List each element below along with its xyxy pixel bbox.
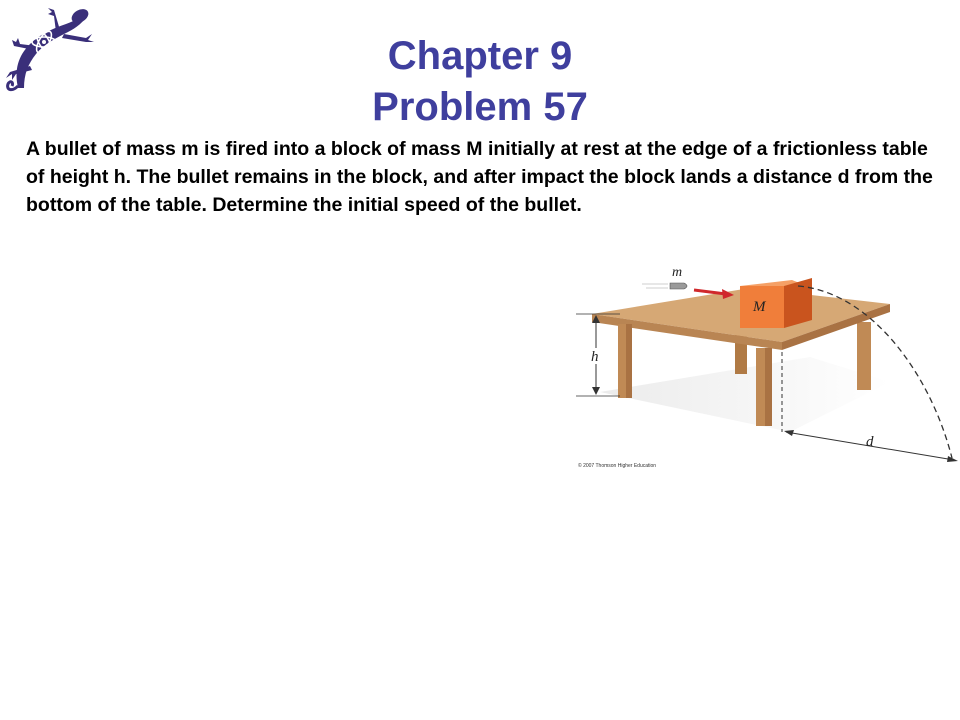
- table-leg-back-right: [857, 322, 871, 390]
- bullet-mass-label: m: [672, 265, 683, 280]
- height-label: h: [591, 349, 599, 365]
- bullet-icon: [642, 283, 687, 289]
- table-leg-front-right-shade: [765, 348, 772, 426]
- page-subtitle: Problem 57: [372, 85, 588, 129]
- block-mass-label: M: [753, 299, 766, 315]
- distance-label: d: [866, 434, 874, 450]
- problem-statement: A bullet of mass m is fired into a block of mass M initially at rest at the edge of a frictionless table of height h. The bullet remains in the block, and after impact the block lands a distance d from the bottom of the table. Determine the initial speed of the bullet.: [26, 138, 933, 216]
- figure-copyright: © 2007 Thomson Higher Education: [578, 463, 657, 469]
- page-title: Chapter 9: [387, 34, 573, 78]
- bullet-block-table-figure: [560, 262, 960, 478]
- table-leg-front-left-shade: [626, 324, 632, 398]
- block-side: [784, 278, 812, 328]
- velocity-arrow: [694, 290, 726, 294]
